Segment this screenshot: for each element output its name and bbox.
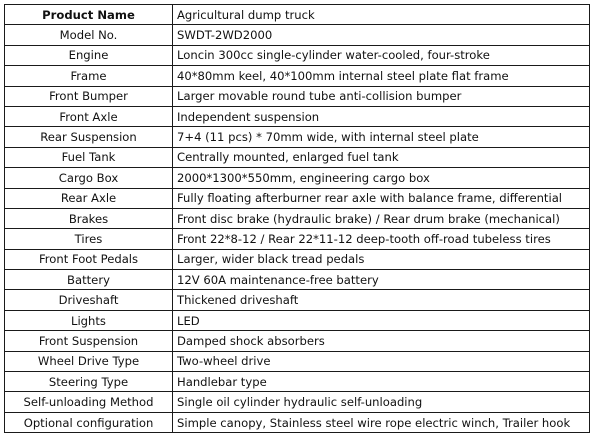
spec-label: Product Name (5, 5, 173, 25)
spec-label: Battery (5, 270, 173, 290)
spec-label: Rear Suspension (5, 127, 173, 147)
spec-value: Larger movable round tube anti-collision bumper (173, 86, 590, 106)
spec-row (5, 86, 590, 106)
spec-label: Engine (5, 45, 173, 65)
spec-row (5, 45, 590, 65)
spec-row (5, 147, 590, 167)
spec-label: Lights (5, 310, 173, 330)
spec-label: Brakes (5, 208, 173, 228)
spec-row (5, 106, 590, 126)
spec-value: SWDT-2WD2000 (173, 25, 590, 45)
spec-value: Front disc brake (hydraulic brake) / Rear drum brake (mechanical) (173, 208, 590, 228)
spec-value: LED (173, 310, 590, 330)
spec-row (5, 208, 590, 228)
spec-row (5, 372, 590, 392)
spec-value: Front 22*8-12 / Rear 22*11-12 deep-tooth off-road tubeless tires (173, 229, 590, 249)
spec-row (5, 270, 590, 290)
spec-row (5, 25, 590, 45)
spec-label: Cargo Box (5, 168, 173, 188)
spec-row (5, 5, 590, 25)
spec-table (4, 4, 590, 433)
spec-label: Model No. (5, 25, 173, 45)
spec-row (5, 188, 590, 208)
spec-row (5, 249, 590, 269)
spec-row (5, 412, 590, 432)
spec-value: Single oil cylinder hydraulic self-unloading (173, 392, 590, 412)
spec-value: 7+4 (11 pcs) * 70mm wide, with internal steel plate (173, 127, 590, 147)
spec-row (5, 351, 590, 371)
spec-label: Front Suspension (5, 331, 173, 351)
spec-label: Driveshaft (5, 290, 173, 310)
spec-value: Damped shock absorbers (173, 331, 590, 351)
spec-table-body (5, 5, 590, 433)
spec-label: Tires (5, 229, 173, 249)
spec-value: Independent suspension (173, 106, 590, 126)
spec-value: 40*80mm keel, 40*100mm internal steel plate flat frame (173, 66, 590, 86)
spec-value: Larger, wider black tread pedals (173, 249, 590, 269)
spec-label: Front Bumper (5, 86, 173, 106)
spec-row (5, 290, 590, 310)
spec-value: Loncin 300cc single-cylinder water-cooled, four-stroke (173, 45, 590, 65)
spec-label: Wheel Drive Type (5, 351, 173, 371)
spec-label: Steering Type (5, 372, 173, 392)
spec-value: 12V 60A maintenance-free battery (173, 270, 590, 290)
spec-label: Self-unloading Method (5, 392, 173, 412)
spec-row (5, 168, 590, 188)
spec-label: Rear Axle (5, 188, 173, 208)
spec-row (5, 310, 590, 330)
spec-value: Fully floating afterburner rear axle with balance frame, differential (173, 188, 590, 208)
spec-value: Thickened driveshaft (173, 290, 590, 310)
spec-row (5, 331, 590, 351)
spec-row (5, 229, 590, 249)
spec-value: Simple canopy, Stainless steel wire rope electric winch, Trailer hook (173, 412, 590, 432)
spec-label: Front Axle (5, 106, 173, 126)
spec-value: Two-wheel drive (173, 351, 590, 371)
spec-value: Agricultural dump truck (173, 5, 590, 25)
spec-value: 2000*1300*550mm, engineering cargo box (173, 168, 590, 188)
spec-label: Optional configuration (5, 412, 173, 432)
spec-label: Frame (5, 66, 173, 86)
spec-value: Handlebar type (173, 372, 590, 392)
spec-label: Fuel Tank (5, 147, 173, 167)
spec-row (5, 392, 590, 412)
spec-value: Centrally mounted, enlarged fuel tank (173, 147, 590, 167)
spec-row (5, 66, 590, 86)
spec-label: Front Foot Pedals (5, 249, 173, 269)
spec-row (5, 127, 590, 147)
